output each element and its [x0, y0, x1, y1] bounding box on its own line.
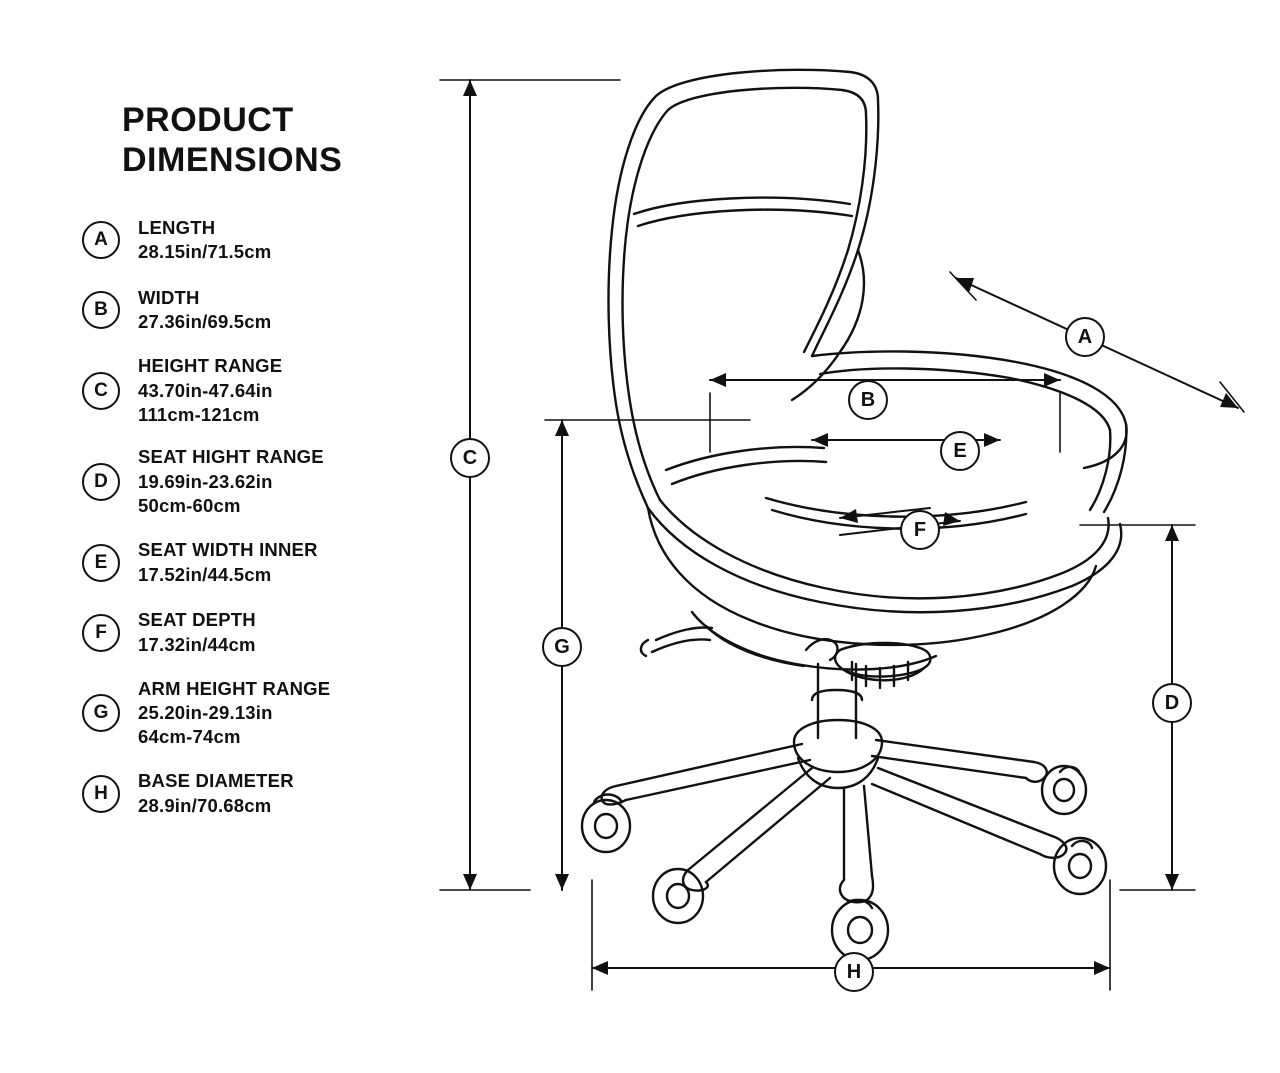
legend-item-a: [70, 214, 430, 266]
legend-badge-f: F: [82, 614, 120, 652]
legend-badge-c: C: [82, 372, 120, 410]
legend-value-e-0: 17.52in/44.5cm: [138, 563, 272, 585]
legend-badge-a: A: [82, 221, 120, 259]
legend-item-e: [70, 537, 430, 589]
chair-drawing: [420, 0, 1280, 1073]
legend-text-f: [138, 608, 256, 657]
callout-badge-f: F: [900, 510, 940, 550]
legend-value-g-1: 64cm-74cm: [138, 726, 241, 748]
legend-label-d: SEAT HIGHT RANGE: [138, 446, 324, 468]
callout-badge-a: A: [1065, 317, 1105, 357]
legend-text-h: [138, 769, 294, 818]
legend-value-a-0: 28.15in/71.5cm: [138, 241, 272, 263]
legend-value-d-0: 19.69in-23.62in: [138, 470, 273, 492]
chair-line-art: [420, 0, 1280, 1073]
legend-badge-b: B: [82, 291, 120, 329]
legend-label-f: SEAT DEPTH: [138, 609, 256, 631]
callout-badge-e: E: [940, 431, 980, 471]
legend-label-g: ARM HEIGHT RANGE: [138, 677, 331, 699]
legend-value-f-0: 17.32in/44cm: [138, 633, 256, 655]
legend-badge-d: D: [82, 463, 120, 501]
callout-badge-c: C: [450, 438, 490, 478]
page-title-line2: DIMENSIONS: [122, 141, 343, 180]
legend-label-a: LENGTH: [138, 216, 216, 238]
legend-badge-g: G: [82, 694, 120, 732]
legend-text-c: [138, 354, 282, 427]
legend-label-b: WIDTH: [138, 286, 200, 308]
callout-badge-b: B: [848, 380, 888, 420]
legend-badge-h: H: [82, 775, 120, 813]
legend-value-c-1: 111cm-121cm: [138, 404, 260, 426]
page-title: [122, 100, 430, 180]
callout-badge-h: H: [834, 952, 874, 992]
legend-item-f: [70, 607, 430, 659]
legend-item-d: [70, 445, 430, 518]
legend-item-b: [70, 284, 430, 336]
legend-value-c-0: 43.70in-47.64in: [138, 379, 273, 401]
legend-badge-e: E: [82, 544, 120, 582]
legend-text-e: [138, 538, 318, 587]
legend-item-g: [70, 677, 430, 750]
legend-text-g: [138, 677, 330, 750]
legend-text-d: [138, 445, 324, 518]
legend-value-d-1: 50cm-60cm: [138, 495, 241, 517]
legend-label-c: HEIGHT RANGE: [138, 355, 283, 377]
legend-item-c: [70, 354, 430, 427]
legend-value-b-0: 27.36in/69.5cm: [138, 311, 272, 333]
legend-item-h: [70, 768, 430, 820]
page-title-line1: PRODUCT: [122, 101, 294, 139]
legend-label-h: BASE DIAMETER: [138, 770, 294, 792]
legend-panel: [70, 100, 430, 838]
legend-label-e: SEAT WIDTH INNER: [138, 539, 318, 561]
legend-text-b: [138, 286, 271, 335]
callout-badge-g: G: [542, 627, 582, 667]
legend-text-a: [138, 216, 271, 265]
legend-value-g-0: 25.20in-29.13in: [138, 702, 273, 724]
callout-badge-d: D: [1152, 683, 1192, 723]
legend-value-h-0: 28.9in/70.68cm: [138, 794, 272, 816]
